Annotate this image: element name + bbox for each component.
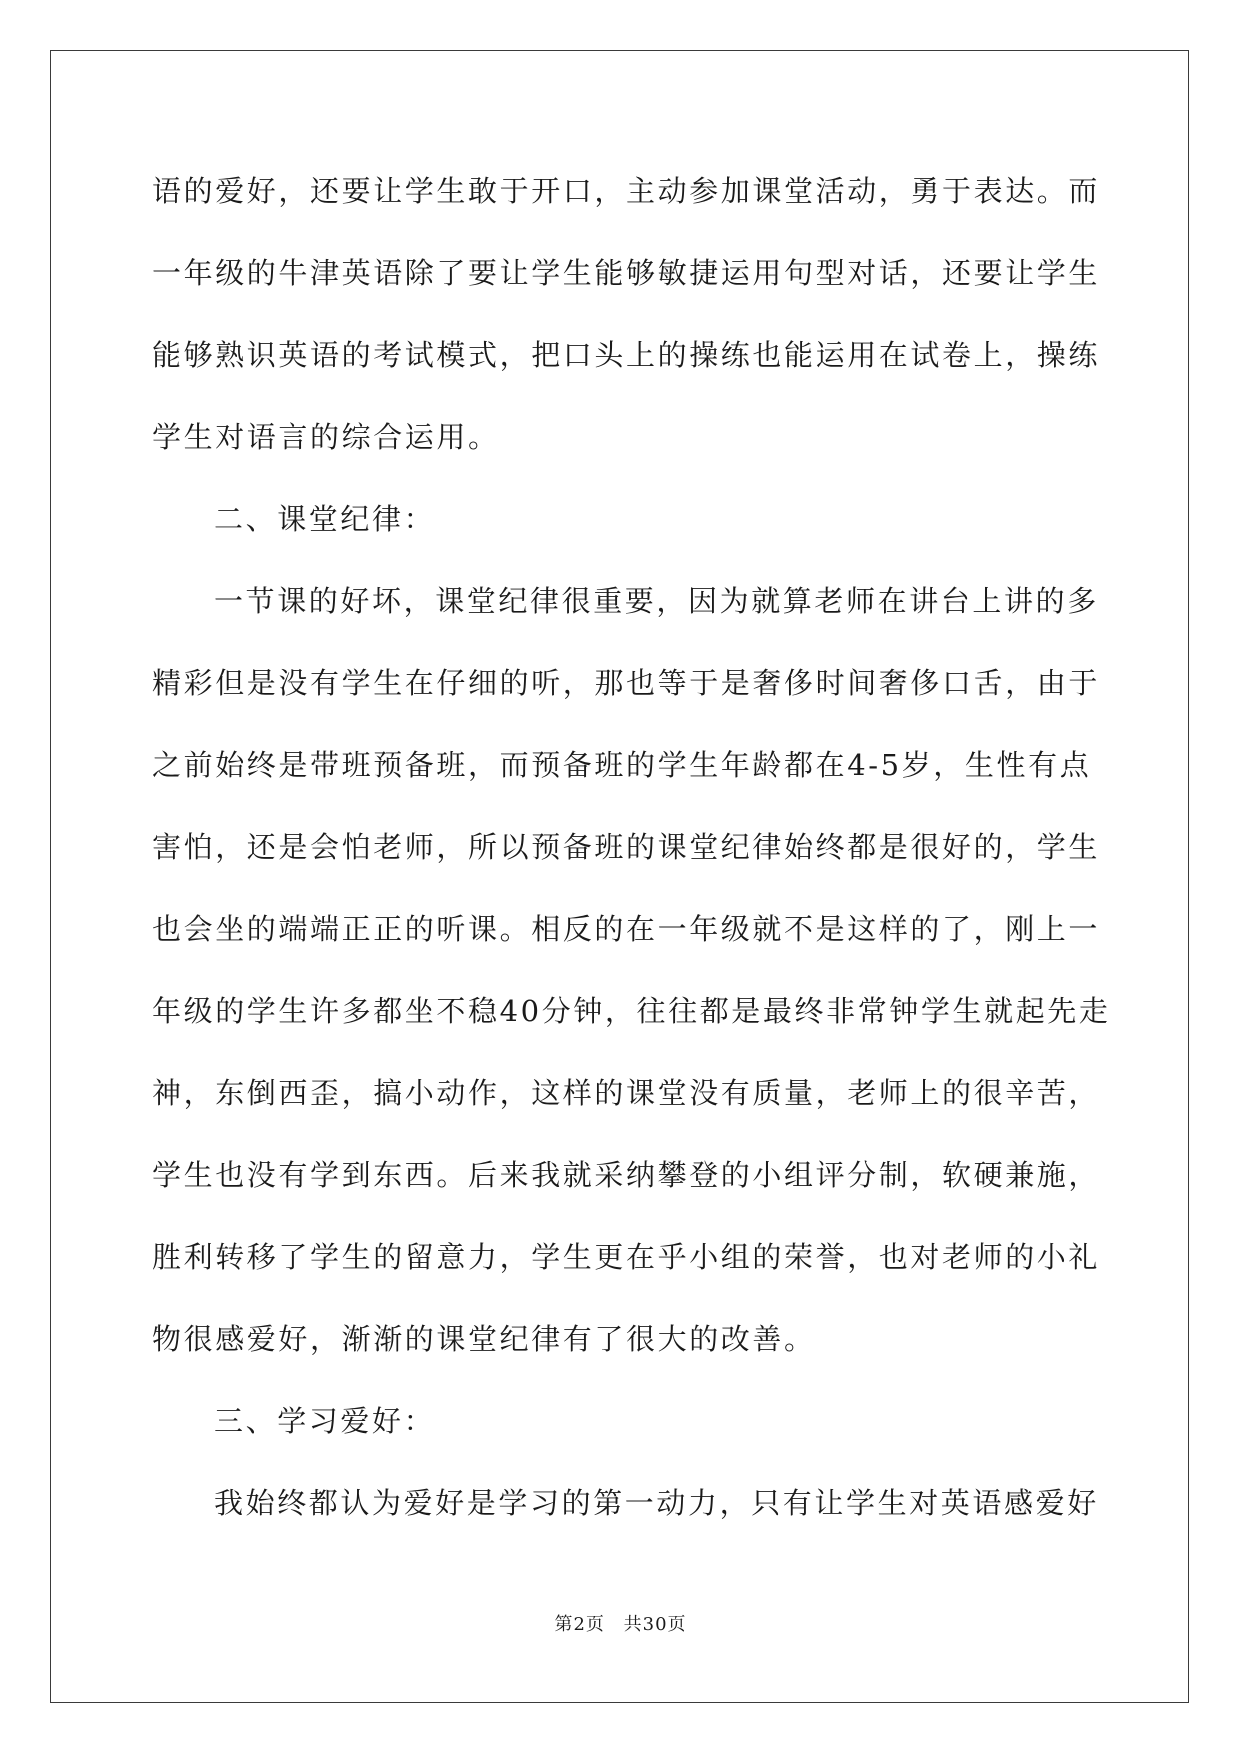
paragraph-line: 能够熟识英语的考试模式，把口头上的操练也能运用在试卷上，操练 xyxy=(152,338,1101,372)
paragraph-2 xyxy=(152,560,1111,1380)
paragraph-line: 精彩但是没有学生在仔细的听，那也等于是奢侈时间奢侈口舌，由于 xyxy=(152,666,1101,700)
page-total: 共30页 xyxy=(623,1614,687,1635)
paragraph-1 xyxy=(152,150,1101,478)
paragraph-line: 物很感爱好，渐渐的课堂纪律有了很大的改善。 xyxy=(152,1322,816,1356)
paragraph-line: 神，东倒西歪，搞小动作，这样的课堂没有质量，老师上的很辛苦， xyxy=(152,1076,1101,1110)
paragraph-line: 年级的学生许多都坐不稳40分钟，往往都是最终非常钟学生就起先走 xyxy=(152,994,1111,1028)
paragraph-line: 一节课的好坏，课堂纪律很重要，因为就算老师在讲台上讲的多 xyxy=(214,584,1099,618)
section-heading-3 xyxy=(152,1380,1088,1462)
paragraph-line: 害怕，还是会怕老师，所以预备班的课堂纪律始终都是很好的，学生 xyxy=(152,830,1101,864)
page-footer xyxy=(0,1610,1241,1636)
section-heading: 三、学习爱好： xyxy=(214,1404,436,1438)
paragraph-line: 学生对语言的综合运用。 xyxy=(152,420,500,454)
paragraph-line: 我始终都认为爱好是学习的第一动力，只有让学生对英语感爱好 xyxy=(214,1486,1099,1520)
section-heading: 二、课堂纪律： xyxy=(214,502,436,536)
paragraph-3 xyxy=(152,1462,1099,1544)
paragraph-line: 也会坐的端端正正的听课。相反的在一年级就不是这样的了，刚上一 xyxy=(152,912,1101,946)
paragraph-line: 语的爱好，还要让学生敢于开口，主动参加课堂活动，勇于表达。而 xyxy=(152,174,1101,208)
paragraph-line: 之前始终是带班预备班，而预备班的学生年龄都在4-5岁，生性有点 xyxy=(152,748,1092,782)
paragraph-line: 学生也没有学到东西。后来我就采纳攀登的小组评分制，软硬兼施， xyxy=(152,1158,1101,1192)
page-number: 第2页 xyxy=(554,1614,605,1635)
paragraph-line: 一年级的牛津英语除了要让学生能够敏捷运用句型对话，还要让学生 xyxy=(152,256,1101,290)
paragraph-line: 胜利转移了学生的留意力，学生更在乎小组的荣誉，也对老师的小礼 xyxy=(152,1240,1101,1274)
section-heading-2 xyxy=(152,478,1088,560)
